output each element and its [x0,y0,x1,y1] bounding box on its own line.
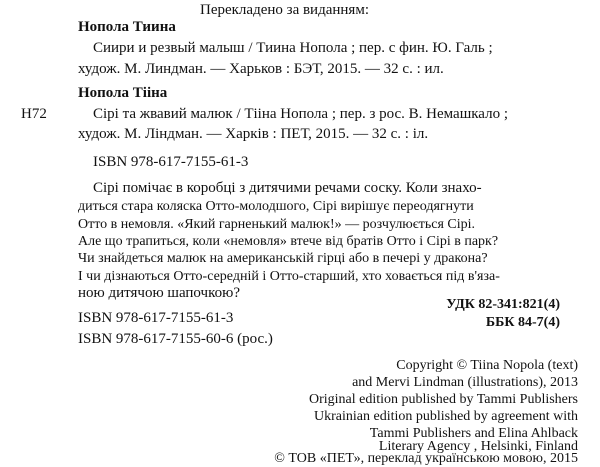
translation-isbn: ISBN 978-617-7155-61-3 [93,154,249,170]
annotation-line: Сірі помічає в коробці з дитячими речами соску. Коли знахо- [93,180,482,196]
annotation-line: ною дитячою шапочкою? [78,285,240,301]
copyright-line: Literary Agency , Helsinki, Finland [378,439,578,454]
original-description-line-1: Сиири и резвый малыш / Тиина Нопола ; пер. с фин. Ю. Галь ; [93,40,493,56]
copyright-line: Ukrainian edition published by agreement with [314,409,578,424]
translated-from-heading: Перекладено за виданням: [200,2,369,18]
copyright-line: Original edition published by Tammi Publishers [308,392,578,407]
isbn-russian: ISBN 978-617-7155-60-6 (рос.) [78,331,273,347]
copyright-line: Copyright © Tiina Nopola (text) [396,358,578,373]
annotation-line: Чи знайдеться малюк на американській гірці або в печері у дракона? [78,251,488,266]
annotation-line: диться стара коляска Отто-молодшого, Сірі вирішує переодягнути [78,199,474,214]
bbk-code: ББК 84-7(4) [485,315,560,330]
translation-author: Нопола Тііна [78,85,168,101]
annotation-line: І чи дізнаються Отто-середній і Отто-старший, хто ховається під в'яза- [78,269,500,284]
original-author: Нопола Тиина [78,19,176,35]
copyright-line: Tammi Publishers and Elina Ahlback [369,426,578,441]
udk-code: УДК 82-341:821(4) [446,297,560,312]
original-description-line-2: худож. М. Линдман. — Харьков : БЭТ, 2015. — 32 с. : ил. [78,61,444,77]
translation-description-line-2: худож. М. Ліндман. — Харків : ПЕТ, 2015. — 32 с. : іл. [78,126,429,142]
copyright-line: © ТОВ «ПЕТ», переклад українською мовою, 2015 [274,451,578,466]
copyright-line: and Mervi Lindman (illustrations), 2013 [352,375,578,390]
isbn-ukrainian: ISBN 978-617-7155-61-3 [78,310,234,326]
catalog-code: Н72 [21,106,47,122]
translation-description-line-1: Сірі та жвавий малюк / Тііна Нопола ; пер. з рос. В. Немашкало ; [93,106,508,122]
annotation-line: Отто в немовля. «Який гарненький малюк!» — розчулюється Сірі. [78,217,476,232]
annotation-line: Але що трапиться, коли «немовля» втече від братів Отто і Сірі в парк? [78,234,499,249]
